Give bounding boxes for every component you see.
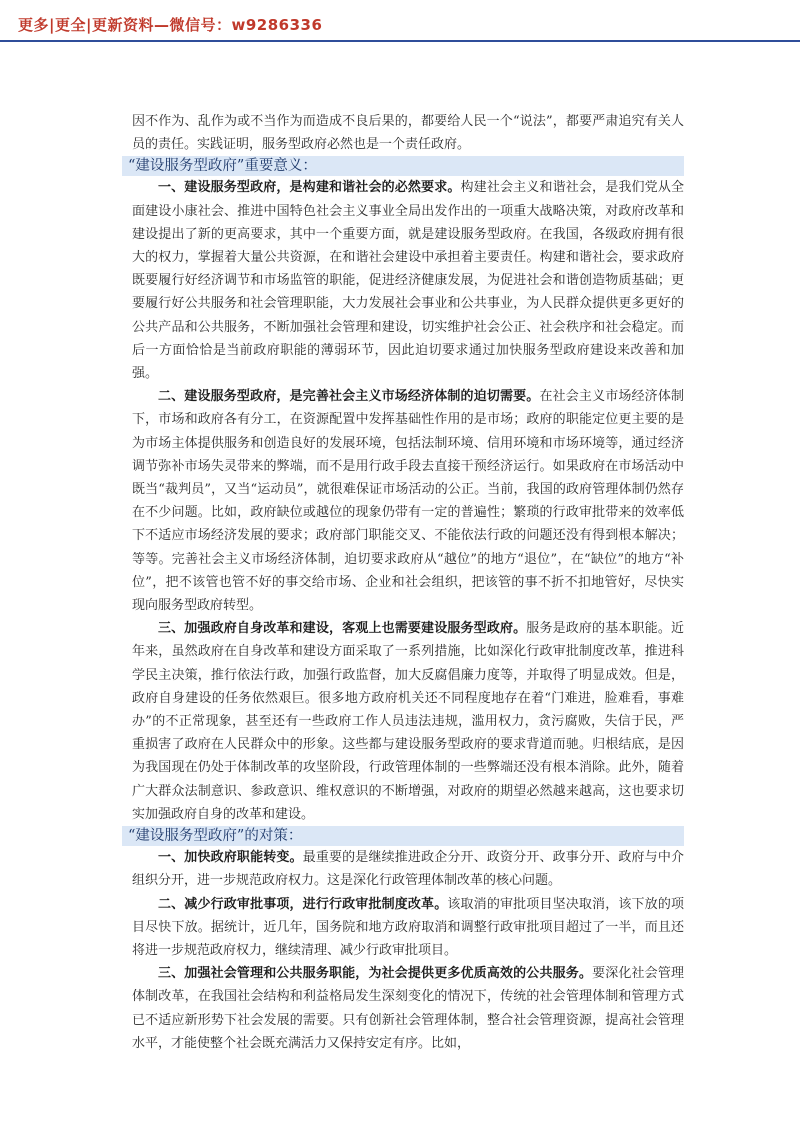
document-body [128, 110, 684, 1055]
header-brand-text: 更多|更全|更新资料—微信号：w9286336 [18, 16, 323, 34]
point-lead: 三、加强社会管理和公共服务职能，为社会提供更多优质高效的公共服务。 [158, 966, 593, 982]
point-lead: 二、减少行政审批事项，进行行政审批制度改革。 [158, 896, 448, 912]
point-lead: 一、建设服务型政府，是构建和谐社会的必然要求。 [158, 180, 461, 196]
countermeasure-point-2 [132, 893, 684, 963]
countermeasure-point-1 [132, 846, 684, 892]
point-lead: 一、加快政府职能转变。 [158, 850, 303, 866]
point-body: 服务是政府的基本职能。近年来，虽然政府在自身改革和建设方面采取了一系列措施，比如深化行政审批制度改革，推进科学民主决策，推行依法行政，加强行政监督，加大反腐倡廉力度等，并取得了明显成效。但是，政府自身建设的任务依然艰巨。很多地方政府机关还不同程度地存在着“门难进，脸难看，事难办”的不正常现象，甚至还有一些政府工作人员违法违规，滥用权力，贪污腐败，失信于民，严重损害了政府在人民群众中的形象。这些都与建设服务型政府的要求背道而驰。归根结底，是因为我国现在仍处于体制改革的攻坚阶段，行政管理体制的一些弊端还没有根本消除。此外，随着广大群众法制意识、参政意识、维权意识的不断增强，对政府的期望必然越来越高，这也要求切实加强政府自身的改革和建设。 [132, 621, 684, 822]
intro-paragraph: 因不作为、乱作为或不当作为而造成不良后果的，都要给人民一个“说法”，都要严肃追究有关人员的责任。实践证明，服务型政府必然也是一个责任政府。 [132, 114, 684, 153]
significance-point-1 [132, 176, 684, 385]
countermeasure-point-3 [132, 962, 684, 1055]
point-body: 构建社会主义和谐社会，是我们党从全面建设小康社会、推进中国特色社会主义事业全局出发作出的一项重大战略决策，对政府改革和建设提出了新的更高要求，其中一个重要方面，就是建设服务型政府。在我国，各级政府拥有很大的权力，掌握着大量公共资源，在和谐社会建设中承担着主要责任。构建和谐社会，要求政府既要履行好经济调节和市场监管的职能，促进经济健康发展，为促进社会和谐创造物质基础；更要履行好公共服务和社会管理职能，大力发展社会事业和公共事业，为人民群众提供更多更好的公共产品和公共服务，不断加强社会管理和建设，切实维护社会公正、社会秩序和社会稳定。而后一方面恰恰是当前政府职能的薄弱环节，因此迫切要求通过加快服务型政府建设来改善和加强。 [132, 180, 684, 382]
point-body: 该取消的审批项目坚决取消，该下放的项目尽快下放。据统计，近几年，国务院和地方政府取消和调整行政审批项目超过了一半，而且还将进一步规范政府权力，继续清理、减少行政审批项目。 [132, 896, 684, 958]
point-lead: 二、建设服务型政府，是完善社会主义市场经济体制的迫切需要。 [158, 389, 540, 405]
significance-point-2 [132, 385, 684, 617]
significance-point-3 [132, 617, 684, 826]
header-divider [0, 40, 800, 42]
point-body: 在社会主义市场经济体制下，市场和政府各有分工，在资源配置中发挥基础性作用的是市场；政府的职能定位更主要的是为市场主体提供服务和创造良好的发展环境，包括法制环境、信用环境和市场环境等，通过经济调节弥补市场失灵带来的弊端，而不是用行政手段去直接干预经济运行。如果政府在市场活动中既当“裁判员”，又当“运动员”，就很难保证市场活动的公正。当前，我国的政府管理体制仍然存在不少问题。比如，政府缺位或越位的现象仍带有一定的普遍性；繁琐的行政审批带来的效率低下不适应市场经济发展的要求；政府部门职能交叉、不能依法行政的问题还没有得到根本解决；等等。完善社会主义市场经济体制，迫切要求政府从“越位”的地方“退位”，在“缺位”的地方“补位”，把不该管也管不好的事交给市场、企业和社会组织，把该管的事不折不扣地管好，尽快实现向服务型政府转型。 [132, 389, 684, 614]
section-heading-countermeasures: “建设服务型政府”的对策： [122, 826, 684, 846]
section-heading-significance: “建设服务型政府”重要意义： [122, 156, 684, 176]
page-header [0, 0, 800, 48]
point-lead: 三、加强政府自身改革和建设，客观上也需要建设服务型政府。 [158, 621, 527, 637]
point-body: 要深化社会管理体制改革，在我国社会结构和利益格局发生深刻变化的情况下，传统的社会管理体制和管理方式已不适应新形势下社会发展的需要。只有创新社会管理体制，整合社会管理资源，提高社会管理水平，才能使整个社会既充满活力又保持安定有序。比如， [132, 966, 684, 1051]
point-body: 最重要的是继续推进政企分开、政资分开、政事分开、政府与中介组织分开，进一步规范政府权力。这是深化行政管理体制改革的核心问题。 [132, 850, 684, 889]
